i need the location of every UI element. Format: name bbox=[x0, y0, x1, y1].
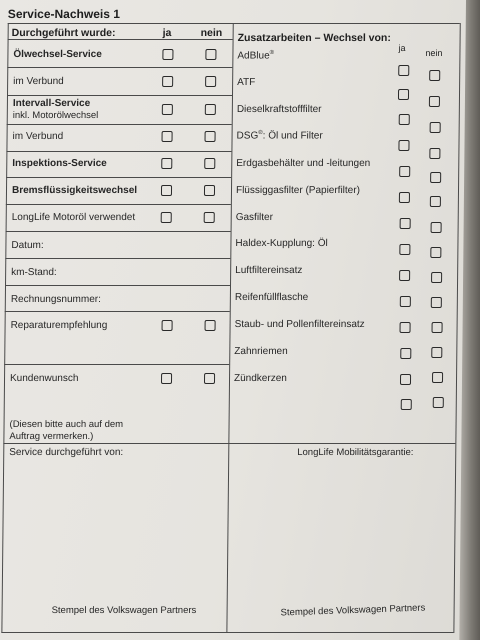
left-border bbox=[1, 23, 8, 633]
checkbox-gasfilter-nein[interactable] bbox=[431, 222, 442, 233]
stamp-left: Stempel des Volkswagen Partners bbox=[51, 605, 197, 616]
right-label-reifenfuellflasche: Reifenfüllflasche bbox=[234, 292, 309, 303]
right-header-no: nein bbox=[425, 48, 443, 58]
right-label-atf: ATF bbox=[237, 77, 256, 88]
checkbox-extra-nein[interactable] bbox=[433, 397, 444, 408]
row-label-bremsfluessigkeit: Bremsflüssigkeitswechsel bbox=[11, 185, 138, 196]
checkbox-bremsfluessigkeit-nein[interactable] bbox=[204, 185, 215, 196]
checkbox-verbund1-ja[interactable] bbox=[162, 76, 173, 87]
bottom-section-rule bbox=[3, 443, 455, 444]
note-line-2: Auftrag vermerken.) bbox=[9, 431, 94, 442]
right-label-dsg-text: DSG bbox=[236, 130, 259, 142]
field-label-datum: Datum: bbox=[11, 240, 44, 251]
row-rule bbox=[7, 124, 232, 125]
right-label-haldex: Haldex-Kupplung: Öl bbox=[235, 238, 328, 249]
right-label-zahnriemen: Zahnriemen bbox=[234, 346, 288, 357]
right-label-erdgas: Erdgasbehälter und -leitungen bbox=[236, 158, 371, 169]
checkbox-longlife-ja[interactable] bbox=[161, 212, 172, 223]
checkbox-reparatur-ja[interactable] bbox=[162, 320, 173, 331]
bottom-rule bbox=[1, 632, 453, 633]
checkbox-zuendkerzen-nein[interactable] bbox=[432, 372, 443, 383]
checkbox-bremsfluessigkeit-ja[interactable] bbox=[161, 185, 172, 196]
checkbox-atf-nein[interactable] bbox=[429, 96, 440, 107]
row-rule bbox=[5, 258, 230, 259]
checkbox-gasfilter-ja[interactable] bbox=[400, 218, 411, 229]
row-label-oelwechsel: Ölwechsel-Service bbox=[13, 49, 102, 60]
checkbox-fluessiggas-ja[interactable] bbox=[399, 192, 410, 203]
checkbox-dieselfilter-ja[interactable] bbox=[399, 114, 410, 125]
checkbox-zahnriemen-ja[interactable] bbox=[400, 348, 411, 359]
row-rule bbox=[7, 67, 232, 68]
row-label-im-verbund-2: im Verbund bbox=[12, 131, 64, 142]
right-label-luftfilter: Luftfiltereinsatz bbox=[235, 265, 303, 276]
checkbox-reparatur-nein[interactable] bbox=[205, 320, 216, 331]
checkbox-pollenfilter-nein[interactable] bbox=[432, 322, 443, 333]
row-rule bbox=[5, 311, 230, 312]
row-rule bbox=[6, 204, 231, 205]
checkbox-longlife-nein[interactable] bbox=[204, 212, 215, 223]
checkbox-fluessiggas-nein[interactable] bbox=[430, 196, 441, 207]
row-label-inspektion: Inspektions-Service bbox=[12, 158, 107, 169]
checkbox-oelwechsel-nein[interactable] bbox=[205, 49, 216, 60]
stamp-right: Stempel des Volkswagen Partners bbox=[280, 602, 426, 619]
right-label-dsg-sup: ® bbox=[258, 130, 263, 136]
row-rule bbox=[5, 285, 230, 286]
left-header-label: Durchgeführt wurde: bbox=[11, 27, 116, 39]
checkbox-dieselfilter-nein[interactable] bbox=[430, 122, 441, 133]
row-label-intervall bbox=[13, 98, 99, 122]
checkbox-zahnriemen-nein[interactable] bbox=[431, 347, 442, 358]
field-label-km-stand: km-Stand: bbox=[11, 267, 57, 278]
checkbox-luftfilter-ja[interactable] bbox=[399, 270, 410, 281]
field-label-reparaturempfehlung: Reparaturempfehlung bbox=[10, 320, 108, 331]
left-header-no: nein bbox=[200, 27, 223, 39]
checkbox-zuendkerzen-ja[interactable] bbox=[400, 374, 411, 385]
checkbox-reifen-ja[interactable] bbox=[400, 296, 411, 307]
checkbox-verbund1-nein[interactable] bbox=[205, 76, 216, 87]
page-title: Service-Nachweis 1 bbox=[7, 7, 121, 21]
right-label-pollenfilter: Staub- und Pollenfiltereinsatz bbox=[234, 319, 365, 330]
note-line-1: (Diesen bitte auch auf dem bbox=[9, 419, 124, 430]
center-divider bbox=[226, 23, 233, 633]
checkbox-erdgas-nein[interactable] bbox=[430, 172, 441, 183]
right-label-dieselfilter: Dieselkraftstofffilter bbox=[236, 104, 322, 115]
checkbox-erdgas-ja[interactable] bbox=[399, 166, 410, 177]
right-label-adblue-text: AdBlue bbox=[237, 50, 270, 62]
row-label-longlife-oel: LongLife Motoröl verwendet bbox=[11, 212, 136, 223]
right-header-label: Zusatzarbeiten – Wechsel von: bbox=[237, 32, 391, 44]
right-label-dsg bbox=[237, 130, 323, 141]
checkbox-adblue-nein[interactable] bbox=[429, 70, 440, 81]
left-header-rule bbox=[8, 39, 233, 40]
checkbox-extra-ja[interactable] bbox=[401, 399, 412, 410]
row-label-intervall-main: Intervall-Service bbox=[12, 98, 91, 109]
checkbox-inspektion-nein[interactable] bbox=[204, 158, 215, 169]
row-rule bbox=[6, 177, 231, 178]
checkbox-haldex-nein[interactable] bbox=[430, 247, 441, 258]
checkbox-oelwechsel-ja[interactable] bbox=[162, 49, 173, 60]
row-label-intervall-sub: inkl. Motorölwechsel bbox=[12, 110, 99, 121]
right-header-yes: ja bbox=[398, 43, 406, 53]
checkbox-dsg-ja[interactable] bbox=[398, 140, 409, 151]
right-label-adblue bbox=[237, 50, 274, 61]
checkbox-haldex-ja[interactable] bbox=[399, 244, 410, 255]
checkbox-intervall-ja[interactable] bbox=[162, 104, 173, 115]
checkbox-inspektion-ja[interactable] bbox=[161, 158, 172, 169]
checkbox-reifen-nein[interactable] bbox=[431, 297, 442, 308]
right-label-adblue-sup: ® bbox=[269, 50, 275, 56]
checkbox-atf-ja[interactable] bbox=[398, 89, 409, 100]
checkbox-kundenwunsch-ja[interactable] bbox=[161, 373, 172, 384]
field-label-kundenwunsch: Kundenwunsch bbox=[9, 373, 79, 384]
row-rule bbox=[6, 151, 231, 152]
checkbox-luftfilter-nein[interactable] bbox=[431, 272, 442, 283]
checkbox-kundenwunsch-nein[interactable] bbox=[204, 373, 215, 384]
right-label-dsg-after: : Öl und Filter bbox=[262, 130, 323, 142]
right-label-fluessiggas: Flüssiggasfilter (Papierfilter) bbox=[235, 185, 361, 196]
row-rule bbox=[4, 364, 229, 365]
left-header-yes: ja bbox=[162, 27, 172, 39]
checkbox-verbund2-nein[interactable] bbox=[205, 131, 216, 142]
field-label-rechnungsnummer: Rechnungsnummer: bbox=[10, 294, 101, 305]
bottom-left-label: Service durchgeführt von: bbox=[9, 447, 124, 458]
right-border bbox=[453, 23, 460, 633]
row-rule bbox=[7, 95, 232, 96]
checkbox-adblue-ja[interactable] bbox=[398, 65, 409, 76]
row-label-im-verbund-1: im Verbund bbox=[13, 76, 64, 87]
right-label-gasfilter: Gasfilter bbox=[235, 212, 274, 223]
row-rule bbox=[6, 231, 231, 232]
bottom-right-label: LongLife Mobilitätsgarantie: bbox=[297, 447, 414, 458]
right-label-zuendkerzen: Zündkerzen bbox=[233, 373, 287, 384]
checkbox-intervall-nein[interactable] bbox=[205, 104, 216, 115]
checkbox-verbund2-ja[interactable] bbox=[162, 131, 173, 142]
checkbox-pollenfilter-ja[interactable] bbox=[400, 322, 411, 333]
checkbox-dsg-nein[interactable] bbox=[429, 148, 440, 159]
